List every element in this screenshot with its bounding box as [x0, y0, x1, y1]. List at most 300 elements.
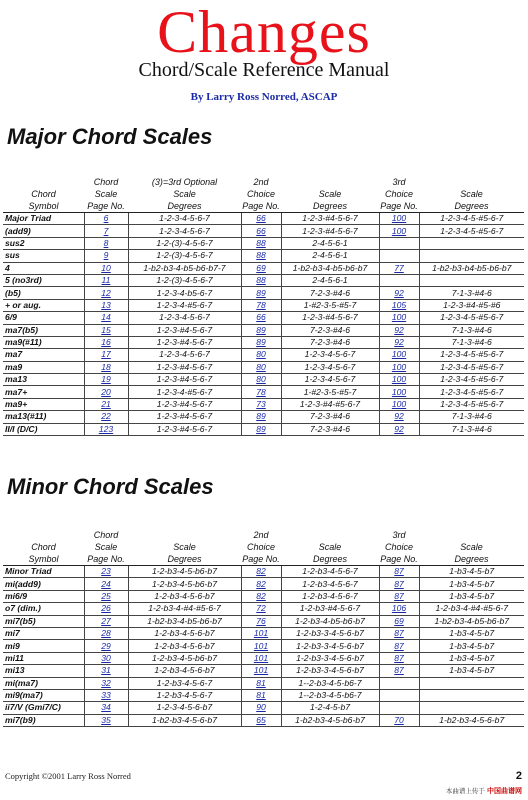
chord-symbol: ma13(#11) [3, 411, 84, 423]
page-number-cell [241, 349, 281, 361]
page-link[interactable]: 22 [101, 411, 111, 422]
table-row [3, 213, 524, 225]
page-link[interactable]: 89 [256, 423, 266, 434]
column-header: 2nd [253, 177, 269, 187]
column-header: Page No. [380, 554, 418, 564]
table-row [3, 652, 524, 664]
table-row [3, 627, 524, 639]
page-link[interactable]: 90 [256, 702, 266, 713]
page-number-cell [84, 299, 128, 311]
page-link[interactable]: 14 [101, 312, 111, 323]
page-number-cell [241, 423, 281, 435]
page-link[interactable]: 13 [101, 299, 111, 310]
chord-symbol: ii7/V (Gmi7/C) [3, 702, 84, 714]
page-link[interactable]: 76 [256, 615, 266, 626]
page-number: 2 [515, 770, 522, 782]
page-link[interactable]: 11 [101, 275, 111, 286]
page-link[interactable]: 92 [394, 324, 404, 335]
scale-degrees: 7-2-3-#4-6 [281, 336, 379, 348]
column-header [281, 176, 379, 188]
table-row [3, 274, 524, 286]
page-link[interactable]: 21 [101, 399, 111, 410]
chord-symbol: mi13 [3, 665, 84, 677]
page-number-cell [241, 615, 281, 627]
column-header: Scale [173, 189, 196, 199]
scale-degrees [419, 689, 524, 701]
page-number-cell [84, 312, 128, 324]
scale-degrees: 1-b3-4-5-b7 [419, 627, 524, 639]
page-number-cell [84, 603, 128, 615]
page-link[interactable]: 92 [394, 423, 404, 434]
page-number-cell [84, 640, 128, 652]
column-header: Page No. [242, 554, 280, 564]
page-link[interactable]: 7 [103, 225, 109, 236]
page-number-cell [241, 398, 281, 410]
page-link[interactable]: 100 [391, 399, 407, 410]
page-link[interactable]: 35 [101, 714, 111, 725]
chord-symbol: mi9 [3, 640, 84, 652]
page-number-cell [84, 627, 128, 639]
page-number-cell [379, 287, 419, 299]
page-link[interactable]: 33 [101, 690, 111, 701]
chord-symbol: + or aug. [3, 299, 84, 311]
table-row [3, 677, 524, 689]
page-link[interactable]: 31 [101, 665, 111, 676]
scale-degrees: 1-2-b3-4-#4-#5-6-7 [419, 603, 524, 615]
chord-symbol: (add9) [3, 225, 84, 237]
page-number-cell [379, 652, 419, 664]
scale-degrees: 1-b2-b3-4-5-b6-b7 [281, 714, 379, 726]
page-number-cell [379, 566, 419, 578]
page-link[interactable]: 20 [101, 386, 111, 397]
page-link[interactable]: 69 [256, 262, 266, 273]
column-header: Degrees [128, 200, 241, 213]
page-number-cell [379, 578, 419, 590]
table-header-row [3, 553, 524, 566]
page-link[interactable]: 80 [256, 349, 266, 360]
scale-degrees: 1-2-b3-4-5-6-7 [281, 578, 379, 590]
scale-degrees: 2-4-5-6-1 [281, 237, 379, 249]
column-header: Scale [94, 542, 118, 552]
page-number-cell [379, 213, 419, 225]
page-number-cell [84, 652, 128, 664]
scale-degrees [419, 237, 524, 249]
page-number-cell [379, 349, 419, 361]
page-number-cell [379, 702, 419, 714]
column-header: Choice [246, 542, 275, 552]
scale-degrees: 1-2-3-4-5-6-7 [281, 349, 379, 361]
page-number-cell [241, 627, 281, 639]
page-link[interactable]: 19 [101, 374, 111, 385]
page-link[interactable]: 65 [256, 714, 266, 725]
chord-symbol: mi7(b5) [3, 615, 84, 627]
page-link[interactable]: 80 [256, 361, 266, 372]
table-header-row [3, 176, 524, 188]
page-link[interactable]: 23 [101, 566, 111, 577]
scale-degrees: 1-2-3-4-5-#5-6-7 [419, 312, 524, 324]
major-section-title: Major Chord Scales [7, 124, 213, 149]
page-number-cell [379, 274, 419, 286]
table-row [3, 237, 524, 249]
scale-degrees: 1-2-3-4-5-#5-6-7 [419, 225, 524, 237]
page-link[interactable]: 69 [394, 615, 404, 626]
page-number-cell [241, 640, 281, 652]
chord-symbol: mi7(b9) [3, 714, 84, 726]
scale-degrees: 1-2-(3)-4-5-6-7 [128, 250, 241, 262]
column-header [281, 529, 379, 541]
page-number-cell [84, 361, 128, 373]
page-link[interactable]: 101 [253, 640, 269, 651]
column-header: Page No. [242, 201, 280, 211]
scale-degrees: 7-1-3-#4-6 [419, 423, 524, 435]
page-link[interactable]: 18 [101, 361, 111, 372]
page-link[interactable]: 30 [101, 652, 111, 663]
scale-degrees [419, 250, 524, 262]
page-number-cell [379, 386, 419, 398]
column-header: Degrees [419, 200, 524, 213]
page-link[interactable]: 105 [391, 299, 407, 310]
column-header: Degrees [419, 553, 524, 566]
page-number-cell [241, 566, 281, 578]
scale-degrees: 1-2-3-#4-5-6-7 [281, 213, 379, 225]
page-number-cell [379, 398, 419, 410]
page-link[interactable]: 17 [101, 349, 111, 360]
column-header: (3)=3rd Optional [151, 177, 218, 187]
page-link[interactable]: 88 [256, 237, 266, 248]
table-row [3, 615, 524, 627]
page-number-cell [241, 361, 281, 373]
page-link[interactable]: 77 [394, 262, 404, 273]
scale-degrees: 1-2-3-4-5-6-7 [128, 349, 241, 361]
chord-symbol: ma9 [3, 361, 84, 373]
page-subtitle: Chord/Scale Reference Manual [138, 59, 390, 81]
page-number-cell [241, 386, 281, 398]
scale-degrees: 7-1-3-#4-6 [419, 287, 524, 299]
page-link[interactable]: 16 [101, 337, 111, 348]
page-link[interactable]: 100 [391, 374, 407, 385]
page-number-cell [84, 274, 128, 286]
scale-degrees: 1-2-b3-4-5-b6-b7 [128, 578, 241, 590]
column-header: Chord [31, 189, 56, 199]
page-number-cell [84, 287, 128, 299]
scale-degrees: 1-2-3-4-5-6-7 [128, 213, 241, 225]
scale-degrees: 1-2-3-4-5-6-7 [281, 361, 379, 373]
scale-degrees: 1-2-b3-4-5-6-b7 [128, 627, 241, 639]
page-number-cell [84, 398, 128, 410]
scale-degrees: 1-2-b3-3-4-5-6-b7 [281, 627, 379, 639]
scale-degrees: 1-2-b3-3-4-5-6-b7 [281, 652, 379, 664]
page-link[interactable]: 10 [101, 262, 111, 273]
chord-symbol: 4 [3, 262, 84, 274]
page-link[interactable]: 87 [394, 590, 404, 601]
page-link[interactable]: 70 [394, 714, 404, 725]
page-number-cell [379, 299, 419, 311]
scale-degrees: 1-b3-4-5-b7 [419, 652, 524, 664]
scale-degrees: 1-2-3-#4-5-6-7 [281, 312, 379, 324]
page-link[interactable]: 89 [256, 287, 266, 298]
minor-chord-table [3, 529, 524, 727]
scale-degrees: 1-b2-b3-4-b5-b6-b7 [281, 262, 379, 274]
page-link[interactable]: 34 [101, 702, 111, 713]
page-number-cell [84, 590, 128, 602]
chord-symbol: ma13 [3, 374, 84, 386]
page-link[interactable]: 100 [391, 312, 407, 323]
column-header [3, 176, 84, 188]
page-link[interactable]: 92 [394, 411, 404, 422]
chord-symbol: ma9(#11) [3, 336, 84, 348]
page-number-cell [379, 262, 419, 274]
scale-degrees: 1-2-3-4-5-#5-6-7 [419, 386, 524, 398]
page-title: Changes [157, 0, 371, 65]
scale-degrees: 1-2-3-#4-5-6-7 [128, 324, 241, 336]
chord-symbol: (b5) [3, 287, 84, 299]
column-header: Choice [384, 542, 413, 552]
table-row [3, 590, 524, 602]
column-header: 3rd [392, 177, 406, 187]
scale-degrees: 1-b2-b3-4-5-6-b7 [419, 714, 524, 726]
scale-degrees: 7-1-3-#4-6 [419, 324, 524, 336]
column-header: Degrees [281, 553, 379, 566]
page-link[interactable]: 87 [394, 566, 404, 577]
scale-degrees: 1-2-b3-4-5-6-7 [128, 689, 241, 701]
page-link[interactable]: 81 [256, 690, 266, 701]
page-link[interactable]: 106 [391, 603, 407, 614]
minor-section-title: Minor Chord Scales [7, 474, 214, 499]
page-link[interactable]: 24 [101, 578, 111, 589]
page-number-cell [241, 250, 281, 262]
page-number-cell [379, 225, 419, 237]
page-number-cell [84, 677, 128, 689]
page-number-cell [241, 689, 281, 701]
page-link[interactable]: 87 [394, 652, 404, 663]
scale-degrees: 1-2-3-4-5-6-b7 [128, 702, 241, 714]
scale-degrees: 1-2-3-4-5-#5-6-7 [419, 213, 524, 225]
scale-degrees: 1-2-3-4-5-6-7 [128, 225, 241, 237]
page-number-cell [379, 603, 419, 615]
page-link[interactable]: 100 [391, 349, 407, 360]
scale-degrees [419, 677, 524, 689]
column-header: Scale [318, 542, 342, 552]
column-header: Scale [460, 189, 483, 199]
page-number-cell [84, 423, 128, 435]
table-row [3, 640, 524, 652]
page-link[interactable]: 66 [256, 225, 266, 236]
chord-symbol: o7 (dim.) [3, 603, 84, 615]
page-number-cell [241, 677, 281, 689]
page-link[interactable]: 100 [391, 386, 407, 397]
page-link[interactable]: 66 [256, 312, 266, 323]
page-link[interactable]: 87 [394, 640, 404, 651]
chord-symbol: ma7(b5) [3, 324, 84, 336]
page-link[interactable]: 81 [256, 677, 266, 688]
column-header: Chord [31, 542, 56, 552]
page-link[interactable]: 101 [253, 628, 269, 639]
chord-symbol: mi9(ma7) [3, 689, 84, 701]
page-link[interactable]: 87 [394, 665, 404, 676]
scale-degrees: 1-2-b3-4-5-6-7 [281, 566, 379, 578]
table-row [3, 361, 524, 373]
page-number-cell [241, 299, 281, 311]
column-header: Scale [94, 189, 118, 199]
page-link[interactable]: 123 [98, 423, 114, 434]
table-header-row [3, 541, 524, 553]
scale-degrees: 1-#2-3-5-#5-7 [281, 299, 379, 311]
page-number-cell [379, 590, 419, 602]
page-number-cell [379, 250, 419, 262]
page-link[interactable]: 32 [101, 677, 111, 688]
scale-degrees: 1-b3-4-5-b7 [419, 590, 524, 602]
table-header-row [3, 529, 524, 541]
scale-degrees: 1-2-3-4-b5-6-7 [128, 287, 241, 299]
scale-degrees: 2-4-5-6-1 [281, 250, 379, 262]
page-link[interactable]: 15 [101, 324, 111, 335]
table-row [3, 689, 524, 701]
table-row [3, 262, 524, 274]
page-link[interactable]: 82 [256, 590, 266, 601]
page-number-cell [84, 714, 128, 726]
scale-degrees: 1-b3-4-5-b7 [419, 640, 524, 652]
scale-degrees: 1-2-3-4-5-6-7 [281, 374, 379, 386]
page-link[interactable]: 80 [256, 374, 266, 385]
scale-degrees [419, 702, 524, 714]
chord-symbol: 5 (no3rd) [3, 274, 84, 286]
table-row [3, 349, 524, 361]
page-number-cell [379, 615, 419, 627]
scale-degrees: 7-2-3-#4-6 [281, 423, 379, 435]
page-link[interactable]: 66 [256, 213, 266, 224]
column-header: Chord [93, 530, 119, 540]
page-link[interactable]: 8 [103, 237, 109, 248]
page-link[interactable]: 82 [256, 566, 266, 577]
major-chord-table [3, 176, 524, 436]
table-row [3, 398, 524, 410]
scale-degrees [419, 274, 524, 286]
page-link[interactable]: 28 [101, 628, 111, 639]
page-link[interactable]: 6 [103, 213, 109, 224]
page-number-cell [379, 237, 419, 249]
page-number-cell [84, 566, 128, 578]
page-link[interactable]: 26 [101, 603, 111, 614]
table-row [3, 312, 524, 324]
table-header-row [3, 188, 524, 200]
page-number-cell [241, 324, 281, 336]
scale-degrees: 1-2-3-4-#5-6-7 [128, 386, 241, 398]
author-credit: By Larry Ross Norred, ASCAP [190, 91, 338, 103]
page-link[interactable]: 88 [256, 250, 266, 261]
page-number-cell [241, 374, 281, 386]
scale-degrees: 1-2-b3-4-5-b6-b7 [128, 652, 241, 664]
scale-degrees: 1-2-3-#4-5-6-7 [128, 423, 241, 435]
page-number-cell [241, 336, 281, 348]
scale-degrees: 7-2-3-#4-6 [281, 411, 379, 423]
page-link[interactable]: 100 [391, 213, 407, 224]
table-row [3, 423, 524, 435]
page-number-cell [379, 411, 419, 423]
scale-degrees: 2-4-5-6-1 [281, 274, 379, 286]
scale-degrees: 1-2-3-4-5-#5-6-7 [419, 349, 524, 361]
copyright-notice: Copyright ©2001 Larry Ross Norred [5, 771, 131, 781]
page-link[interactable]: 27 [101, 615, 111, 626]
page-number-cell [379, 312, 419, 324]
page-link[interactable]: 29 [101, 640, 111, 651]
page-link[interactable]: 89 [256, 337, 266, 348]
page-number-cell [84, 689, 128, 701]
column-header: Symbol [3, 553, 84, 566]
scale-degrees: 1-2-3-#4-5-6-7 [281, 225, 379, 237]
page-number-cell [379, 423, 419, 435]
scale-degrees: 1-b2-b3-b4-b5-b6-b7 [419, 262, 524, 274]
scale-degrees: 1-2-b3-3-4-5-6-b7 [281, 640, 379, 652]
page-link[interactable]: 101 [253, 665, 269, 676]
chord-symbol: mi6/9 [3, 590, 84, 602]
page-link[interactable]: 100 [391, 225, 407, 236]
table-row [3, 250, 524, 262]
page-link[interactable]: 92 [394, 337, 404, 348]
page-link[interactable]: 87 [394, 628, 404, 639]
page-number-cell [84, 386, 128, 398]
column-header: Chord [93, 177, 119, 187]
page-number-cell [241, 665, 281, 677]
scale-degrees: 1-2-b3-4-5-6-b7 [128, 640, 241, 652]
page-number-cell [241, 603, 281, 615]
page-link[interactable]: 72 [256, 603, 266, 614]
column-header: 3rd [392, 530, 406, 540]
page-link[interactable]: 100 [391, 361, 407, 372]
chord-symbol: ma7+ [3, 386, 84, 398]
page-link[interactable]: 89 [256, 411, 266, 422]
page-link[interactable]: 12 [101, 287, 111, 298]
page-number-cell [84, 237, 128, 249]
page-link[interactable]: 9 [103, 250, 109, 261]
scale-degrees: 1-2-b3-3-4-5-6-b7 [281, 665, 379, 677]
page-link[interactable]: 88 [256, 275, 266, 286]
page-number-cell [379, 374, 419, 386]
scale-degrees: 1-2-3-#4-5-6-7 [128, 411, 241, 423]
page-link[interactable]: 101 [253, 652, 269, 663]
table-row [3, 665, 524, 677]
scale-degrees: 1-2-3-#4-#5-6-7 [281, 398, 379, 410]
chord-symbol: sus2 [3, 237, 84, 249]
scale-degrees: 1-#2-3-5-#5-7 [281, 386, 379, 398]
page-link[interactable]: 87 [394, 578, 404, 589]
page-link[interactable]: 78 [256, 386, 266, 397]
scale-degrees: 1-b3-4-5-b7 [419, 665, 524, 677]
scale-degrees: 1-2-3-4-5-#5-6-7 [419, 374, 524, 386]
chord-symbol: mi(ma7) [3, 677, 84, 689]
page-number-cell [84, 349, 128, 361]
page-number-cell [241, 287, 281, 299]
scale-degrees: 1-2-4-5-b7 [281, 702, 379, 714]
scale-degrees: 1-2-(3)-4-5-6-7 [128, 237, 241, 249]
table-row [3, 299, 524, 311]
page-link[interactable]: 92 [394, 287, 404, 298]
page-link[interactable]: 82 [256, 578, 266, 589]
watermark-text: 本曲谱上传于 [445, 787, 485, 795]
column-header: Scale [460, 542, 483, 552]
scale-degrees: 1-2-b3-#4-5-6-7 [281, 603, 379, 615]
page-link[interactable]: 73 [256, 399, 266, 410]
scale-degrees: 1-2-3-#4-5-6-7 [128, 398, 241, 410]
page-number-cell [84, 578, 128, 590]
page-link[interactable]: 89 [256, 324, 266, 335]
page-number-cell [84, 250, 128, 262]
page-number-cell [241, 237, 281, 249]
page-number-cell [241, 652, 281, 664]
table-row [3, 714, 524, 726]
page-link[interactable]: 78 [256, 299, 266, 310]
page-number-cell [379, 324, 419, 336]
page-link[interactable]: 25 [101, 590, 111, 601]
